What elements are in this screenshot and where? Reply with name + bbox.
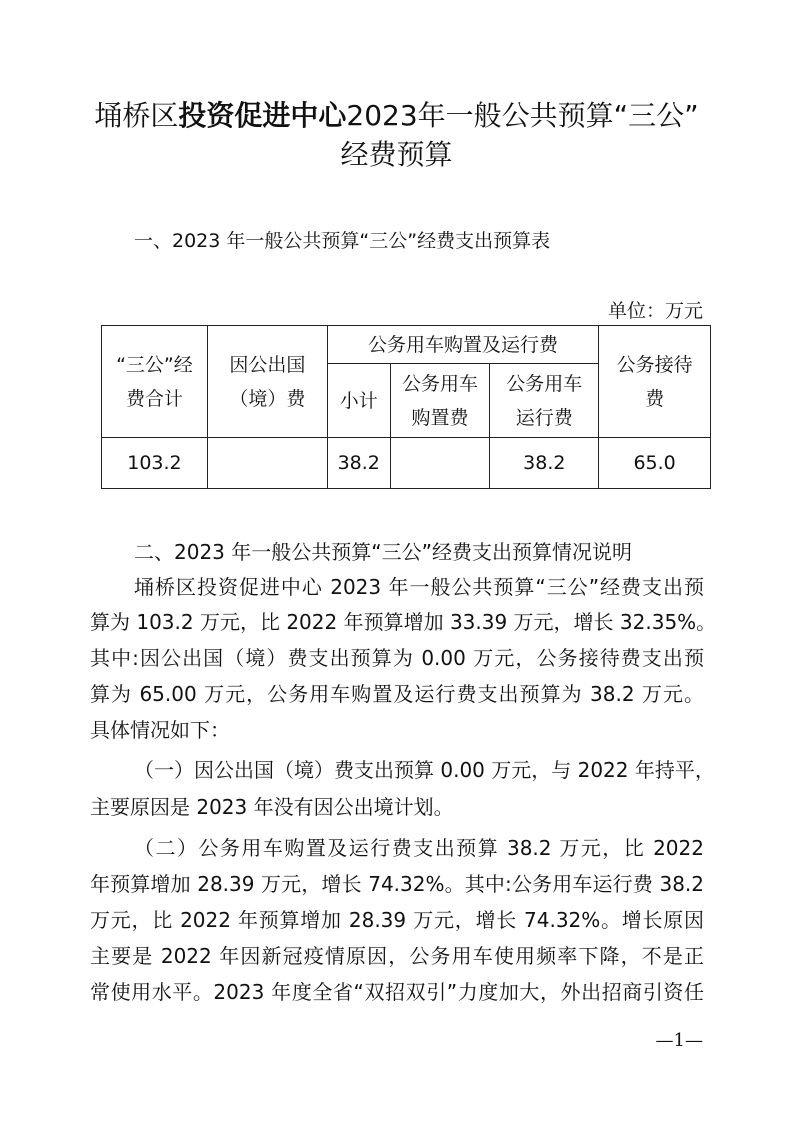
header-reception: 公务接待费 bbox=[599, 326, 711, 438]
header-vehicle-group: 公务用车购置及运行费 bbox=[327, 326, 598, 364]
body-line: 算为 65.00 万元，公务用车购置及运行费支出预算为 38.2 万元。 bbox=[90, 682, 704, 706]
cell-reception: 65.0 bbox=[599, 438, 711, 489]
body-line: 主要是 2022 年因新冠疫情原因，公务用车使用频率下降，不是正 bbox=[90, 944, 704, 968]
cell-abroad bbox=[207, 438, 327, 489]
document-title-line2: 经费预算 bbox=[340, 138, 453, 171]
body-line: 常使用水平。2023 年度全省“双招双引”力度加大，外出招商引资任 bbox=[90, 980, 704, 1004]
body-line: 主要原因是 2023 年没有因公出境计划。 bbox=[90, 795, 454, 819]
header-total: “三公”经费合计 bbox=[102, 326, 208, 438]
header-purchase: 公务用车购置费 bbox=[390, 364, 490, 438]
document-title-line1: 埇桥区投资促进中心2023年一般公共预算“三公” bbox=[94, 99, 699, 132]
header-subtotal: 小计 bbox=[327, 364, 390, 438]
body-line: （二）公务用车购置及运行费支出预算 38.2 万元，比 2022 bbox=[134, 836, 704, 860]
unit-label: 单位：万元 bbox=[607, 300, 703, 322]
table-row bbox=[102, 438, 711, 489]
cell-purchase bbox=[390, 438, 490, 489]
body-line: 其中:因公出国（境）费支出预算为 0.00 万元，公务接待费支出预 bbox=[90, 646, 704, 670]
page-number: —1— bbox=[655, 1030, 703, 1051]
three-public-budget-table bbox=[101, 325, 711, 489]
cell-subtotal: 38.2 bbox=[327, 438, 390, 489]
body-line: 万元，比 2022 年预算增加 28.39 万元，增长 74.32%。增长原因 bbox=[90, 908, 704, 932]
header-operation: 公务用车运行费 bbox=[490, 364, 599, 438]
section1-heading: 一、2023 年一般公共预算“三公”经费支出预算表 bbox=[134, 230, 551, 252]
section2-heading: 二、2023 年一般公共预算“三公”经费支出预算情况说明 bbox=[134, 540, 632, 564]
body-line: 算为 103.2 万元，比 2022 年预算增加 33.39 万元，增长 32.35%。 bbox=[90, 610, 717, 634]
cell-total: 103.2 bbox=[102, 438, 208, 489]
body-line: （一）因公出国（境）费支出预算 0.00 万元，与 2022 年持平， bbox=[134, 758, 715, 782]
cell-operation: 38.2 bbox=[490, 438, 599, 489]
body-line: 年预算增加 28.39 万元，增长 74.32%。其中:公务用车运行费 38.2 bbox=[90, 872, 704, 896]
body-line: 埇桥区投资促进中心 2023 年一般公共预算“三公”经费支出预 bbox=[134, 575, 704, 599]
header-abroad: 因公出国（境）费 bbox=[207, 326, 327, 438]
body-line: 具体情况如下： bbox=[90, 718, 230, 742]
